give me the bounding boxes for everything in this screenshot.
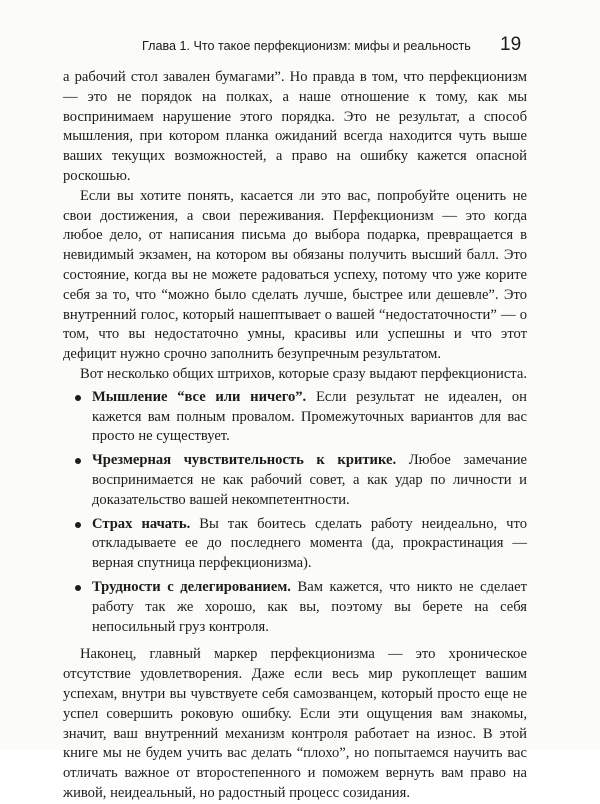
list-item-term: Мышление “все или ничего”. <box>92 388 307 405</box>
list-item-text: Если результат не идеален, он кажется вам полным провалом. Промежуточных вариантов для вас просто не существует. <box>92 388 527 445</box>
page-number: 19 <box>500 34 522 55</box>
list-item-term: Трудности с делегированием. <box>92 578 291 595</box>
list-item-text: Вам кажется, что никто не сделает работу так же хорошо, как вы, поэтому вы берете на себя непосильный груз контроля. <box>92 578 527 635</box>
running-header: Глава 1. Что такое перфекционизм: мифы и реальность <box>142 39 471 53</box>
paragraph-2: Если вы хотите понять, касается ли это вас, попробуйте оценить не свои достижения, а свои переживания. Перфекционизм — это когда любое дело, от написания письма до выбора подарка, превращается в невидимый экзамен, на котором вы обязаны получить высший балл. Это состояние, когда вы не можете радоваться успеху, потому что уже корите себя за то, что “можно было сделать лучше, быстрее или дешевле”. Это внутренний голос, который нашептывает о вашей “недостаточности” — о том, что вы недостаточно умны, красивы или успешны и что этот дефицит нужно срочно заполнить безупречным результатом. <box>63 187 527 363</box>
bullet-icon <box>75 522 81 528</box>
list-item-text: Вы так боитесь сделать работу неидеально, что откладываете ее до последнего момента (да, прокрастинация — верная спутница перфекционизма). <box>92 515 528 572</box>
page-body <box>63 68 527 804</box>
bullet-icon <box>75 585 81 591</box>
paragraph-1: а рабочий стол завален бумагами”. Но правда в том, что перфекционизм — это не порядок на полках, а наше отношение к тому, как мы воспринимаем нарушение этого порядка. Это не результат, а способ мышления, при котором планка ожиданий всегда находится чуть выше ваших текущих возможностей, а право на ошибку кажется опасной роскошью. <box>63 69 527 184</box>
list-item-term: Чрезмерная чувствительность к критике. <box>92 452 397 469</box>
paragraph-3: Вот несколько общих штрихов, которые сразу выдают перфекциониста. <box>80 365 527 382</box>
bullet-icon <box>75 458 81 464</box>
paragraph-4: Наконец, главный маркер перфекционизма — это хроническое отсутствие удовлетворения. Даже если весь мир рукоплещет вашим успехам, внутри вы чувствуете себя самозванцем, который просто еще не успел совершить роковую ошибку. Если эти ощущения вам знакомы, значит, ваш внутренний механизм контроля работает на износ. В этой книге мы не будем учить вас делать “плохо”, но попытаемся научить вас отличать важное от второстепенного и поможем вернуть вам право на живой, неидеальный, но радостный процесс созидания. <box>63 646 527 801</box>
list-item <box>63 515 527 574</box>
list-item <box>63 578 527 637</box>
list-item <box>63 451 527 510</box>
list-item-text: Любое замечание воспринимается не как рабочий совет, а как удар по личности и доказательство вашей некомпетентности. <box>92 452 527 508</box>
list-item <box>63 388 527 447</box>
list-item-term: Страх начать. <box>92 515 191 532</box>
traits-list <box>63 388 527 638</box>
bullet-icon <box>75 395 81 401</box>
